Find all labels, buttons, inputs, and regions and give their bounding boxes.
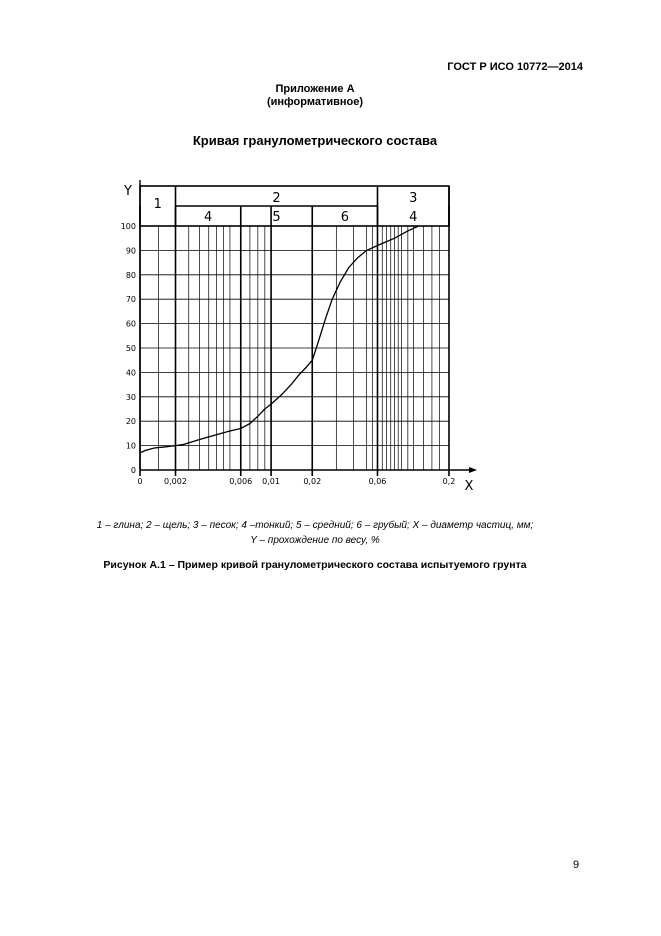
legend-line-2: Y – прохождение по весу, % bbox=[250, 535, 380, 546]
annex-subtitle: (информативное) bbox=[266, 96, 363, 108]
x-tick-label: 0,01 bbox=[262, 477, 280, 486]
x-tick-label: 0,06 bbox=[368, 477, 387, 486]
y-axis-letter: Y bbox=[124, 184, 132, 199]
y-tick-label: 0 bbox=[130, 466, 136, 475]
standard-code: ГОСТ Р ИСО 10772—2014 bbox=[447, 61, 583, 73]
x-axis-arrow bbox=[469, 467, 477, 473]
x-tick-label: 0 bbox=[137, 477, 143, 486]
subzone-label: 4 bbox=[203, 210, 213, 225]
subzone-label: 5 bbox=[272, 210, 281, 225]
y-tick-label: 90 bbox=[125, 246, 136, 256]
subzone-label: 4 bbox=[409, 210, 418, 225]
x-tick-label: 0,2 bbox=[442, 477, 456, 486]
x-tick-label: 0,02 bbox=[303, 477, 322, 486]
x-tick-label: 0,006 bbox=[229, 477, 253, 486]
subzone-label: 6 bbox=[340, 210, 350, 225]
figure-legend bbox=[0, 518, 630, 548]
zone-label: 3 bbox=[409, 191, 418, 206]
figure-caption: Рисунок А.1 – Пример кривой гранулометрического состава испытуемого грунта bbox=[103, 559, 527, 571]
chart-title: Кривая гранулометрического состава bbox=[192, 133, 438, 148]
y-tick-label: 80 bbox=[125, 270, 136, 280]
y-tick-label: 60 bbox=[125, 319, 136, 329]
y-tick-label: 20 bbox=[125, 417, 136, 427]
zone-label: 2 bbox=[272, 191, 281, 206]
legend-line-1: 1 – глина; 2 – щель; 3 – песок; 4 –тонкий; 5 – средний; 6 – грубый; X – диаметр частиц, мм; bbox=[96, 520, 534, 531]
y-tick-label: 10 bbox=[125, 441, 136, 451]
y-tick-label: 100 bbox=[120, 222, 136, 231]
y-tick-label: 40 bbox=[125, 368, 136, 378]
y-tick-label: 30 bbox=[125, 392, 136, 402]
y-tick-label: 70 bbox=[125, 295, 136, 305]
page-number: 9 bbox=[573, 859, 580, 871]
zone-label: 1 bbox=[153, 197, 162, 212]
annex-title: Приложение А bbox=[275, 83, 355, 95]
x-tick-label: 0,002 bbox=[164, 477, 187, 486]
x-axis-letter: X bbox=[464, 479, 474, 494]
y-tick-label: 50 bbox=[125, 344, 136, 353]
